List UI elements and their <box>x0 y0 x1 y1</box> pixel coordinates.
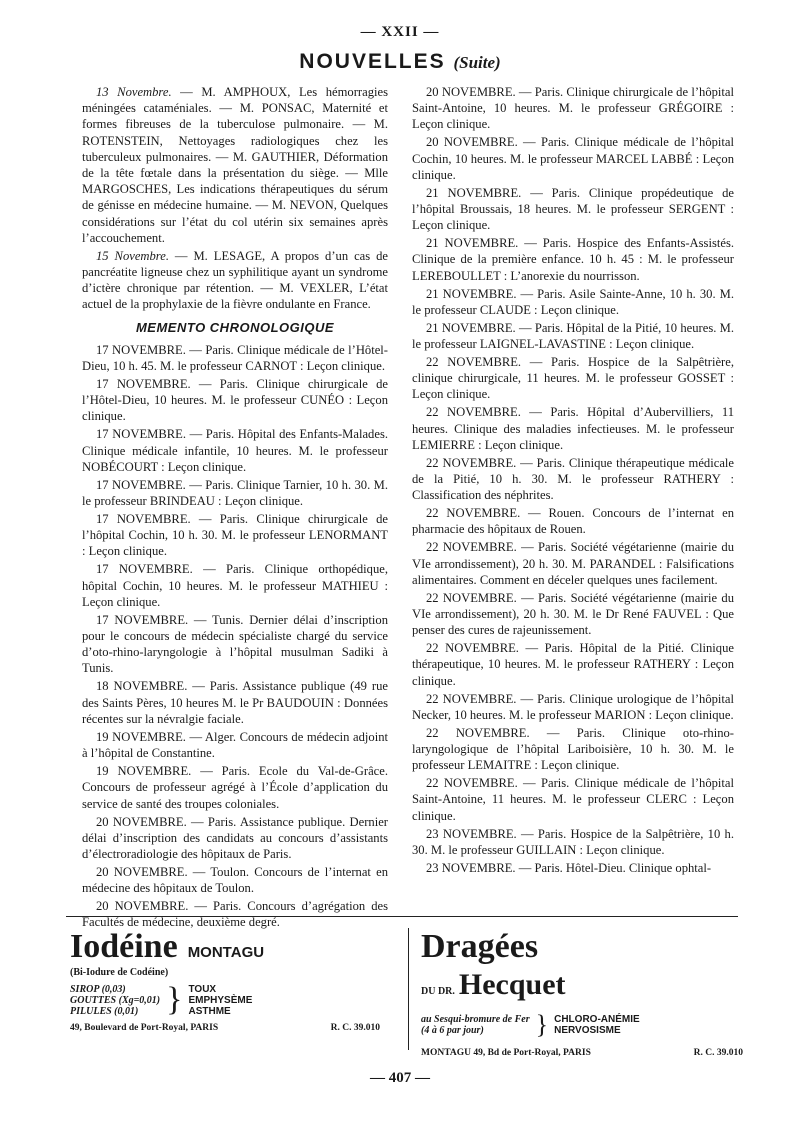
memento-entry: 17 NOVEMBRE. — Paris. Clinique médicale de l’Hôtel-Dieu, 10 h. 45. M. le professeur CARNOT : Leçon clinique. <box>82 342 388 374</box>
ad-indication-item: CHLORO-ANÉMIE <box>554 1014 640 1025</box>
ad-dragees-footer <box>421 1048 743 1058</box>
memento-entry: 21 NOVEMBRE. — Paris. Clinique propédeutique de l’hôpital Broussais, 18 heures. M. le professeur SERGENT : Leçon clinique. <box>412 185 734 233</box>
ad-dragees-indications <box>554 1014 640 1036</box>
memento-entry: 21 NOVEMBRE. — Paris. Asile Sainte-Anne, 10 h. 30. M. le professeur CLAUDE : Leçon clinique. <box>412 286 734 317</box>
memento-entry: 17 NOVEMBRE. — Tunis. Dernier délai d’inscription pour le concours de médecin spécialiste chargé du service d’oto-rhino-laryngologie à l’hôpital musulman Sadiki à Tunis. <box>82 612 388 676</box>
ad-iodeine-maker: MONTAGU <box>187 944 265 961</box>
ad-rc-number: R. C. 39.010 <box>693 1048 743 1058</box>
memento-entry: 21 NOVEMBRE. — Paris. Hôpital de la Pitié, 10 heures. M. le professeur LAIGNEL-LAVASTINE : Leçon clinique. <box>412 320 734 352</box>
ad-dragees-prefix: DU DR. <box>421 986 455 997</box>
ad-address: MONTAGU 49, Bd de Port-Royal, PARIS <box>421 1048 591 1058</box>
ad-dragees-hecquet <box>408 928 743 1058</box>
news-entry-date: 13 Novembre. <box>96 85 172 99</box>
memento-entry: 20 NOVEMBRE. — Paris. Clinique chirurgicale de l’hôpital Saint-Antoine, 10 heures. M. le professeur GRÉGOIRE : Leçon clinique. <box>412 85 734 132</box>
memento-entry: 22 NOVEMBRE. — Paris. Société végétarienne (mairie du VIe arrondissement), 20 h. 30. M. le Dr René FAUVEL : Que penser des cures de rajeunissement. <box>412 590 734 638</box>
ad-dragees-product-list <box>421 1014 530 1036</box>
ad-iodeine <box>70 928 380 1050</box>
memento-entry: 22 NOVEMBRE. — Paris. Clinique oto-rhino-laryngologique de l’hôpital Lariboisière, 10 h. 30. M. le professeur LEMAITRE : Leçon clinique. <box>412 725 734 773</box>
memento-entry: 17 NOVEMBRE. — Paris. Clinique Tarnier, 10 h. 30. M. le professeur BRINDEAU : Leçon clinique. <box>82 477 388 509</box>
ad-dragees-products <box>421 1008 743 1042</box>
memento-entry: 17 NOVEMBRE. — Paris. Hôpital des Enfants-Malades. Clinique médicale infantile, 10 heures. M. le professeur NOBÉCOURT : Leçon clinique. <box>82 427 388 474</box>
memento-entry: 22 NOVEMBRE. — Paris. Clinique médicale de l’hôpital Saint-Antoine, 11 heures. M. le professeur CLERC : Leçon clinique. <box>412 776 734 823</box>
memento-entry: 17 NOVEMBRE. — Paris. Clinique orthopédique, hôpital Cochin, 10 heures. M. le professeur MATHIEU : Leçon clinique. <box>82 562 388 609</box>
news-entry-text: — M. AMPHOUX, Les hémorragies méningées cataméniales. — M. PONSAC, Maternité et formes fibreuses de la tuberculose pulmonaire. — M. ROTENSTEIN, Nettoyages radiologiques chez les tuberculeux pulmonaires. — M. GAUTHIER, Déformation de la tête fœtale dans la présentation du siège. — Mlle MARGOSCHES, Les indications thérapeutiques du sérum de génisse en médecine humaine. — M. NEVON, Quelques considérations sur l’état du col utérin six semaines après l’accouchement. <box>82 85 388 245</box>
memento-entry: 17 NOVEMBRE. — Paris. Clinique chirurgicale de l’hôpital Cochin, 10 h. 30. M. le professeur LENORMANT : Leçon clinique. <box>82 512 388 559</box>
ad-iodeine-brand: Iodéine <box>70 928 178 965</box>
ad-product-item: SIROP (0,03) <box>70 983 126 995</box>
section-title-text: NOUVELLES <box>299 50 446 73</box>
memento-entry: 22 NOVEMBRE. — Paris. Hôpital de la Pitié. Clinique thérapeutique, 10 heures. M. le professeur RATHERY : Leçon clinique. <box>412 641 734 688</box>
memento-list-right <box>412 84 734 876</box>
memento-entry: 20 NOVEMBRE. — Paris. Concours d’agrégation des Facultés de médecine, deuxième degré. <box>82 899 388 930</box>
ad-iodeine-product-list <box>70 984 160 1017</box>
memento-entry: 23 NOVEMBRE. — Paris. Hospice de la Salpêtrière, 10 h. 30. M. le professeur GUILLAIN : Leçon clinique. <box>412 826 734 857</box>
ad-product-item: PILULES (0,01) <box>70 1005 139 1017</box>
ad-indication-item: EMPHYSÈME <box>188 994 253 1006</box>
memento-entry: 21 NOVEMBRE. — Paris. Hospice des Enfants-Assistés. Clinique de la première enfance. 10 h. 45 : M. le professeur LEREBOULLET : L’anorexie du nourrisson. <box>412 236 734 283</box>
memento-entry: 20 NOVEMBRE. — Toulon. Concours de l’internat en médecine des hôpitaux de Toulon. <box>82 864 388 896</box>
right-column <box>412 84 734 878</box>
memento-entry: 22 NOVEMBRE. — Paris. Clinique thérapeutique médicale de la Pitié, 10 h. 30. M. le professeur RATHERY : Classification des néphrites. <box>412 455 734 503</box>
memento-entry: 22 NOVEMBRE. — Paris. Société végétarienne (mairie du VIe arrondissement), 20 h. 30. M. PARANDEL : Falsifications alimentaires. Comment en déceler quelques unes facilement. <box>412 540 734 587</box>
memento-entry: 18 NOVEMBRE. — Paris. Assistance publique (49 rue des Saints Pères, 10 heures M. le Pr BAUDOUIN : Données récentes sur la névralgie faciale. <box>82 679 388 726</box>
memento-entry: 19 NOVEMBRE. — Paris. Ecole du Val-de-Grâce. Concours de professeur agrégé à l’École d’application du service de santé des troupes coloniales. <box>82 764 388 811</box>
ad-product-item: au Sesqui-bromure de Fer <box>421 1014 530 1025</box>
news-entry-text: — M. LESAGE, A propos d’un cas de pancréatite ligneuse chez un syphilitique ayant un syndrome d’ictère chronique par rétention. — M. VEXLER, L’état actuel de la prophylaxie de la fièvre ondulante en France. <box>82 248 388 312</box>
memento-entry: 17 NOVEMBRE. — Paris. Clinique chirurgicale de l’Hôtel-Dieu, 10 heures. M. le professeur CUNÉO : Leçon clinique. <box>82 377 388 424</box>
ad-divider-rule <box>66 916 738 917</box>
left-column <box>82 84 388 932</box>
memento-heading: MEMENTO CHRONOLOGIQUE <box>135 319 335 335</box>
ad-indication-item: TOUX <box>188 983 217 995</box>
memento-entry: 20 NOVEMBRE. — Paris. Assistance publique. Dernier délai d’inscription des candidats au concours d’assistants d’électroradiologie des hôpitaux de Paris. <box>82 814 388 861</box>
section-title <box>0 50 800 74</box>
memento-entry: 23 NOVEMBRE. — Paris. Hôtel-Dieu. Clinique ophtal- <box>426 860 712 875</box>
section-title-suffix: (Suite) <box>453 53 501 72</box>
memento-entry: 22 NOVEMBRE. — Paris. Hospice de la Salpêtrière, clinique chirurgicale, 11 heures. M. le professeur GOSSET : Leçon clinique. <box>412 355 734 402</box>
ad-product-dosage: (4 à 6 par jour) <box>421 1025 484 1036</box>
news-entry-date: 15 Novembre. <box>96 248 169 263</box>
ad-iodeine-tagline: (Bi-Iodure de Codéine) <box>70 967 169 978</box>
news-entry <box>82 84 388 246</box>
ad-product-item: GOUTTES (Xg=0,01) <box>70 994 161 1006</box>
ad-dragees-name: Hecquet <box>458 968 566 1001</box>
ad-indication-item: NERVOSISME <box>554 1025 621 1036</box>
brace-symbol: } <box>166 981 183 1018</box>
ad-rc-number: R. C. 39.010 <box>330 1023 380 1033</box>
ad-iodeine-footer <box>70 1023 380 1033</box>
brace-symbol: } <box>535 1010 549 1039</box>
ad-indication-item: ASTHME <box>188 1005 231 1017</box>
ad-dragees-brand: Dragées <box>421 928 539 965</box>
memento-entry: 19 NOVEMBRE. — Alger. Concours de médecin adjoint à l’hôpital de Constantine. <box>82 729 388 761</box>
news-entry <box>82 248 388 313</box>
ad-address: 49, Boulevard de Port-Royal, PARIS <box>70 1023 219 1033</box>
news-list <box>82 84 388 313</box>
page-roman-numeral: — XXII — <box>360 24 440 40</box>
ad-iodeine-indications <box>188 984 252 1017</box>
page-number: — 407 — <box>370 1070 430 1086</box>
memento-entry: 20 NOVEMBRE. — Paris. Clinique médicale de l’hôpital Cochin, 10 heures. M. le professeur MARCEL LABBÉ : Leçon clinique. <box>412 135 734 182</box>
ad-iodeine-products <box>70 983 380 1017</box>
memento-entry: 22 NOVEMBRE. — Paris. Hôpital d’Aubervilliers, 11 heures. Clinique des maladies infectieuses. M. le professeur LEMIERRE : Leçon clinique. <box>412 405 734 452</box>
memento-entry: 22 NOVEMBRE. — Paris. Clinique urologique de l’hôpital Necker, 10 heures. M. le professeur MARION : Leçon clinique. <box>412 691 734 722</box>
memento-entry: 22 NOVEMBRE. — Rouen. Concours de l’internat en pharmacie des hôpitaux de Rouen. <box>412 506 734 537</box>
memento-list-left <box>82 342 388 931</box>
